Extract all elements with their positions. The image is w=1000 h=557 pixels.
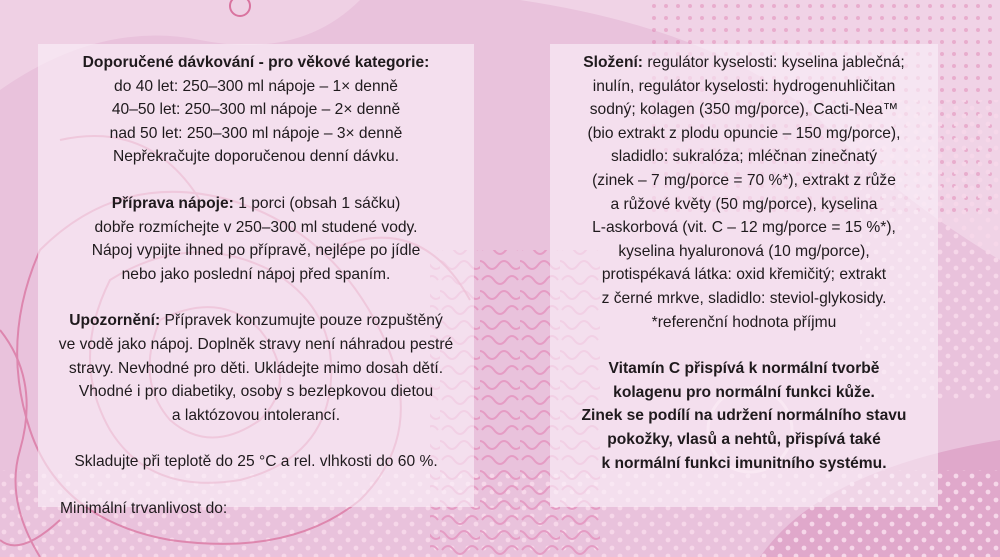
dosage-line: do 40 let: 250–300 ml nápoje – 1× denně [114, 77, 398, 95]
health-claim-line: pokožky, vlasů a nehtů, přispívá také [607, 430, 881, 448]
composition-line: L-askorbová (vit. C – 12 mg/porce = 15 %*), [592, 219, 896, 237]
warning-label: Upozornění: [69, 312, 161, 330]
health-claim-line: Vitamín C přispívá k normální tvorbě [608, 360, 880, 378]
dosage-line: 40–50 let: 250–300 ml nápoje – 2× denně [111, 101, 401, 119]
dosage-heading: Doporučené dávkování - pro věkové kategorie: [82, 54, 430, 71]
storage-text: Skladujte při teplotě do 25 °C a rel. vlhkosti do 60 %. [74, 453, 438, 471]
health-claim-line: k normální funkci imunitního systému. [601, 454, 887, 472]
dosage-section [48, 51, 464, 169]
health-claim-line: Zinek se podílí na udržení normálního stavu [581, 407, 907, 425]
preparation-label: Příprava nápoje: [111, 194, 234, 212]
warning-section [48, 309, 464, 427]
dosage-line: Nepřekračujte doporučenou denní dávku. [112, 148, 400, 166]
preparation-line: dobře rozmíchejte v 250–300 ml studené vody. [94, 218, 418, 236]
health-claim-line: kolagenu pro normální funkci kůže. [613, 383, 875, 401]
warning-line: a laktózovou intolerancí. [171, 406, 341, 424]
right-info-panel [550, 44, 938, 507]
composition-line: (zinek – 7 mg/porce = 70 %*), extrakt z růže [592, 171, 896, 189]
preparation-line: Nápoj vypijte ihned po přípravě, nejlépe po jídle [91, 242, 421, 260]
left-info-panel [38, 44, 474, 517]
health-claims-section [558, 357, 930, 475]
warning-text: Přípravek konzumujte pouze rozpuštěný [160, 312, 443, 330]
preparation-line: nebo jako poslední nápoj před spaním. [121, 265, 391, 283]
composition-line: (bio extrakt z plodu opuncie – 150 mg/porce), [587, 124, 901, 142]
composition-section [558, 51, 930, 334]
composition-line: protispékavá látka: oxid křemičitý; extrakt [601, 266, 887, 284]
warning-line: Vhodné i pro diabetiky, osoby s bezlepkovou dietou [78, 383, 434, 401]
reference-intake-note: *referenční hodnota příjmu [651, 313, 837, 331]
composition-line: z černé mrkve, sladidlo: steviol-glykosidy. [601, 289, 887, 307]
shelf-life-section [48, 497, 464, 521]
composition-text: regulátor kyselosti: kyselina jablečná; [643, 54, 905, 71]
shelf-life-text: Minimální trvanlivost do: [60, 499, 228, 517]
preparation-text: 1 porci (obsah 1 sáčku) [233, 194, 401, 212]
composition-line: sodný; kolagen (350 mg/porce), Cacti-Nea™ [589, 101, 899, 119]
composition-line: inulín, regulátor kyselosti: hydrogenuhličitan [592, 77, 896, 95]
composition-line: kyselina hyaluronová (10 mg/porce), [618, 242, 870, 260]
dosage-line: nad 50 let: 250–300 ml nápoje – 3× denně [109, 124, 403, 142]
composition-label: Složení: [583, 54, 643, 71]
warning-line: ve vodě jako nápoj. Doplněk stravy není náhradou pestré [58, 335, 454, 353]
preparation-section [48, 192, 464, 286]
warning-line: stravy. Nevhodné pro děti. Ukládejte mimo dosah dětí. [68, 359, 444, 377]
composition-line: sladidlo: sukralóza; mléčnan zinečnatý [610, 148, 878, 166]
storage-section [48, 450, 464, 474]
composition-line: a růžové květy (50 mg/porce), kyselina [610, 195, 878, 213]
